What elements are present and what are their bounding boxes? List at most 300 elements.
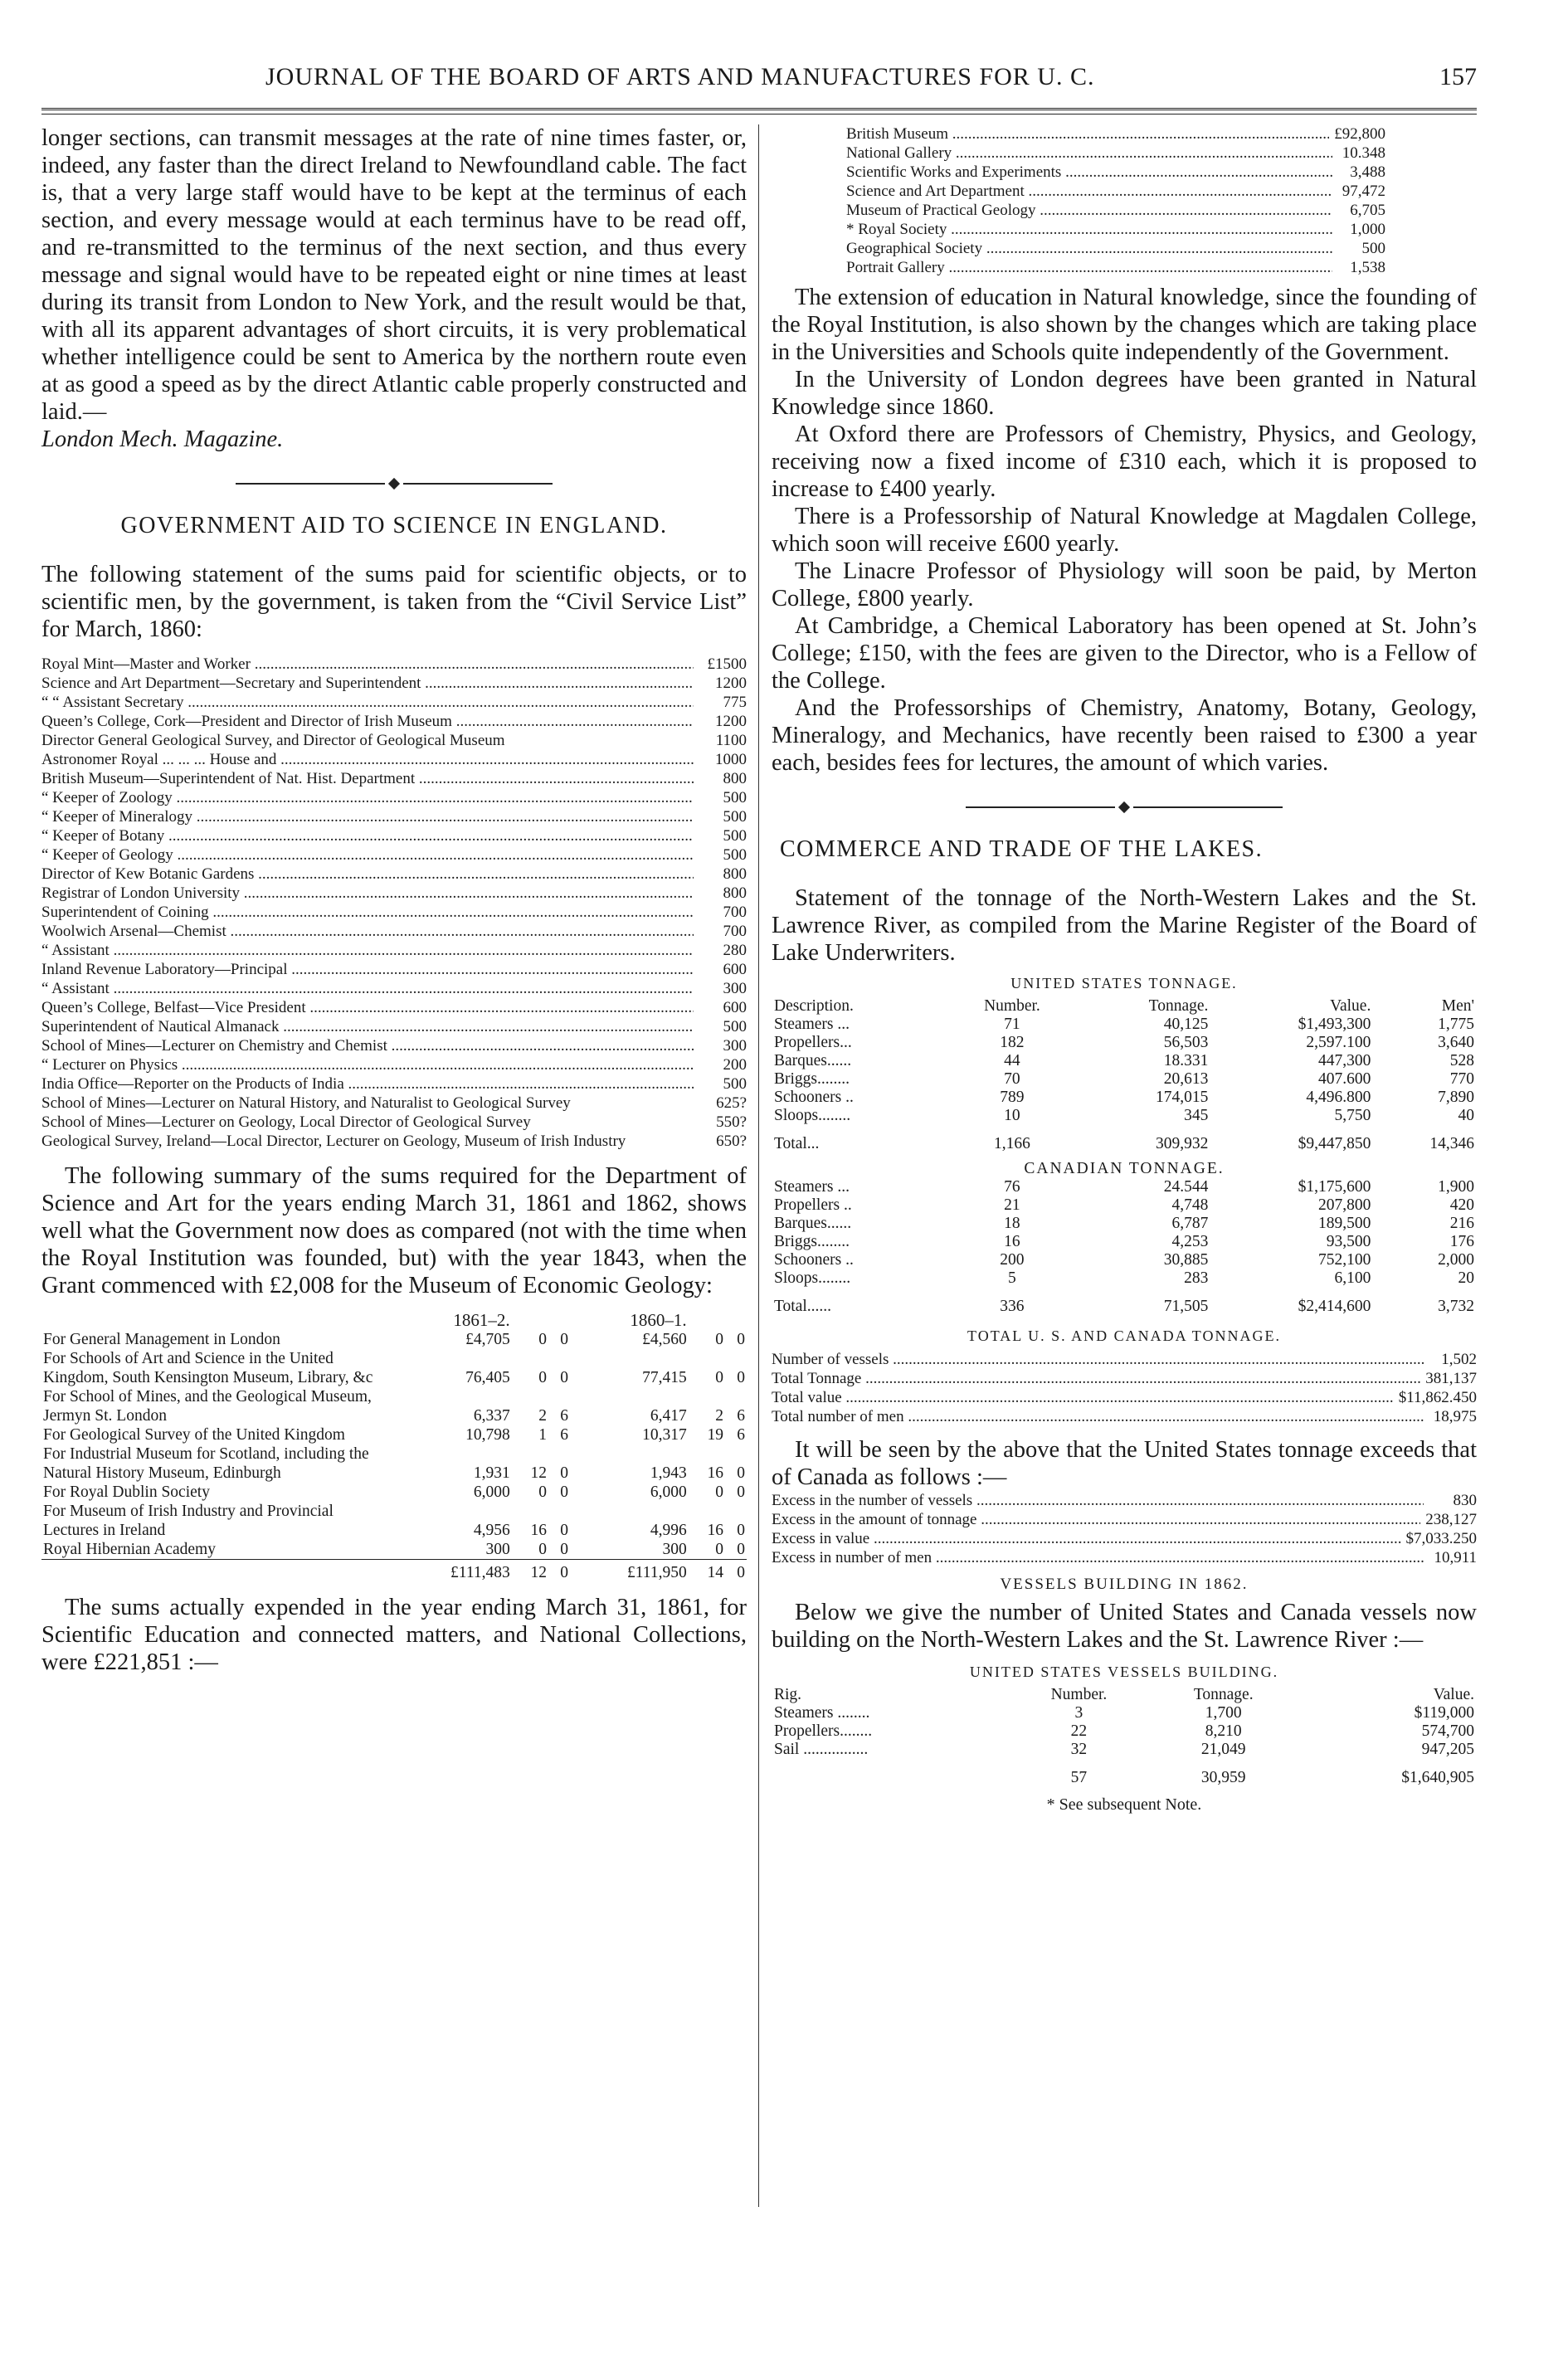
salary-row-value: 700 <box>723 904 747 921</box>
summary-1861-cell: 6 <box>560 1407 568 1425</box>
building-row-cell: 22 <box>1070 1722 1088 1740</box>
excess-row-value: $7,033.250 <box>1405 1530 1477 1547</box>
salary-row-label: “ Assistant ..... <box>41 941 694 960</box>
summary-1861-cell: 0 <box>560 1464 568 1482</box>
left-column <box>41 124 747 1676</box>
salary-row <box>41 845 747 865</box>
ca-tonnage-total-cell: 336 <box>1000 1298 1025 1315</box>
ca-tonnage-row-cell: 21 <box>1004 1196 1020 1214</box>
building-header <box>772 1686 1477 1704</box>
summary-row <box>41 1330 747 1349</box>
summary-1860-cell: 19 <box>707 1426 724 1444</box>
summary-row <box>41 1387 747 1425</box>
salary-row-value: 800 <box>723 865 747 883</box>
us-tonnage-row <box>772 1034 1477 1052</box>
total-row-label: Total number of men ..... <box>772 1407 1424 1426</box>
excess-row <box>772 1529 1477 1548</box>
ca-tonnage-row-cell: 6,787 <box>1171 1215 1209 1232</box>
total-row-value: $11,862.450 <box>1398 1389 1477 1406</box>
collection-row <box>846 124 1385 144</box>
us-tonnage-row-cell: Briggs........ <box>774 1070 850 1088</box>
summary-1860-cell: 300 <box>662 1541 687 1558</box>
ca-tonnage-row-cell: 93,500 <box>1326 1233 1371 1250</box>
summary-1861-cell: 6,000 <box>473 1483 510 1501</box>
us-tonnage-row <box>772 1070 1477 1089</box>
salary-row <box>41 693 747 712</box>
building-row-cell: 1,700 <box>1205 1704 1242 1722</box>
us-tonnage-row-cell: 44 <box>1004 1052 1020 1069</box>
summary-row <box>41 1540 747 1560</box>
excess-row-label: Excess in the number of vessels ..... <box>772 1491 1424 1510</box>
building-row-cell: 574,700 <box>1421 1722 1474 1740</box>
us-tonnage-row <box>772 1052 1477 1070</box>
header-rule <box>41 108 1477 114</box>
collection-row-label: British Museum ..... <box>846 124 1329 144</box>
summary-1860-cell: 2 <box>715 1407 724 1425</box>
collection-row-label: Science and Art Department ..... <box>846 182 1332 201</box>
total-row <box>772 1369 1477 1388</box>
canadian-tonnage-title: CANADIAN TONNAGE. <box>1024 1160 1225 1177</box>
salary-row-value: 600 <box>723 961 747 978</box>
collection-row-label: Scientific Works and Experiments ..... <box>846 163 1332 182</box>
summary-total-label <box>41 1560 393 1583</box>
us-tonnage-row <box>772 1089 1477 1107</box>
summary-row <box>41 1349 747 1387</box>
salary-row-label: Inland Revenue Laboratory—Principal ..... <box>41 960 694 979</box>
ca-tonnage-total-cell: 71,505 <box>1163 1298 1209 1315</box>
collection-row <box>846 220 1385 239</box>
total-row <box>772 1407 1477 1426</box>
ca-tonnage-row-cell: Briggs........ <box>774 1233 850 1250</box>
salary-row-label: Superintendent of Nautical Almanack ..... <box>41 1017 694 1036</box>
ca-tonnage-row-cell: 24.544 <box>1163 1178 1209 1196</box>
us-tonnage-row-cell: 174,015 <box>1156 1089 1209 1106</box>
total-row-value: 1,502 <box>1441 1351 1477 1368</box>
salary-row-value: 775 <box>723 694 747 711</box>
summary-1861-cell: 6 <box>560 1426 568 1444</box>
us-tonnage-row-cell: Steamers ... <box>774 1016 850 1033</box>
ca-tonnage-row-cell: 189,500 <box>1317 1215 1371 1232</box>
summary-1861-cell: 0 <box>538 1541 548 1558</box>
ca-tonnage-row-cell: 16 <box>1004 1233 1020 1250</box>
collection-row-label: Portrait Gallery ..... <box>846 258 1332 277</box>
collection-row-label: National Gallery ..... <box>846 144 1332 163</box>
us-tonnage-row <box>772 1016 1477 1034</box>
excess-row-label: Excess in value ..... <box>772 1529 1401 1548</box>
ca-tonnage-row-cell: 2,000 <box>1438 1251 1474 1269</box>
summary-1860-cell: 6,417 <box>650 1407 687 1425</box>
summary-total-1860: 0 <box>725 1560 747 1583</box>
salary-row <box>41 998 747 1017</box>
collection-row-value: 500 <box>1361 240 1385 257</box>
section-heading-science-aid: GOVERNMENT AID TO SCIENCE IN ENGLAND. <box>120 513 668 538</box>
section-ornament <box>41 471 747 493</box>
closing-paragraph: The sums actually expended in the year ending March 31, 1861, for Scientific Education and connected matters, and National Collections, were £221,851 :— <box>41 1595 747 1675</box>
statement-paragraph: The following statement of the sums paid for scientific objects, or to scientific men, by the government, is taken from the “Civil Service List” for March, 1860: <box>41 562 747 642</box>
education-paragraphs <box>772 284 1477 777</box>
salary-row-value: 1200 <box>715 713 747 730</box>
education-paragraph: The extension of education in Natural knowledge, since the founding of the Royal Institution, is also shown by the changes which are taking place in the Universities and Schools quite independently of the Government. <box>772 285 1477 365</box>
building-total-cell: 57 <box>1070 1769 1088 1786</box>
us-building-title: UNITED STATES VESSELS BUILDING. <box>969 1664 1279 1680</box>
salary-row <box>41 941 747 960</box>
summary-1861-cell: 0 <box>560 1522 568 1539</box>
ca-tonnage-row-cell: 6,100 <box>1334 1269 1371 1287</box>
ca-tonnage-row-cell: 30,885 <box>1163 1251 1209 1269</box>
excess-row-label: Excess in number of men ..... <box>772 1548 1424 1567</box>
collection-row-label: Geographical Society ..... <box>846 239 1332 258</box>
total-row <box>772 1388 1477 1407</box>
us-tonnage-row-cell: 70 <box>1004 1070 1020 1088</box>
building-total-blank <box>772 1759 1009 1787</box>
building-row-cell: 947,205 <box>1421 1741 1474 1758</box>
collection-row-value: 3,488 <box>1350 163 1385 181</box>
salary-row-value: 500 <box>723 1018 747 1035</box>
summary-1860-cell: 16 <box>707 1464 724 1482</box>
summary-1860-cell: 6,000 <box>650 1483 687 1501</box>
salary-row <box>41 769 747 788</box>
summary-total-1861: £111,483 <box>393 1560 512 1583</box>
tonnage-header-cell: Men' <box>1441 997 1474 1015</box>
us-tonnage-row-cell: 18.331 <box>1163 1052 1209 1069</box>
summary-1860-cell: 0 <box>737 1369 745 1386</box>
footnote: * See subsequent Note. <box>1046 1795 1202 1814</box>
excess-row-value: 830 <box>1453 1492 1477 1509</box>
building-row <box>772 1704 1477 1722</box>
salary-row <box>41 960 747 979</box>
salary-row-label: Woolwich Arsenal—Chemist ..... <box>41 922 694 941</box>
building-row-cell: 32 <box>1070 1741 1088 1758</box>
us-tonnage-row-cell: 7,890 <box>1438 1089 1474 1106</box>
summary-1861-cell: 0 <box>560 1331 568 1348</box>
salary-row-label: Astronomer Royal ... ... ... House and ..... <box>41 750 694 769</box>
tonnage-header-cell: Description. <box>774 997 854 1015</box>
education-paragraph: At Oxford there are Professors of Chemistry, Physics, and Geology, receiving now a fixed income of £310 each, which it is proposed to increase to £400 yearly. <box>772 421 1477 502</box>
summary-row <box>41 1444 747 1483</box>
salary-row-label: Geological Survey, Ireland—Local Director, Lecturer on Geology, Museum of Irish Industry <box>41 1133 626 1150</box>
ca-tonnage-row-cell: 200 <box>1000 1251 1025 1269</box>
salary-row <box>41 807 747 826</box>
salary-row-value: 200 <box>723 1056 747 1074</box>
salary-row-value: 280 <box>723 942 747 959</box>
summary-1861-cell: 1,931 <box>473 1464 510 1482</box>
salary-row-label: Superintendent of Coining ..... <box>41 903 694 922</box>
us-tonnage-row-cell: 1,775 <box>1438 1016 1474 1033</box>
us-tonnage-row-cell: Sloops........ <box>774 1107 851 1124</box>
salary-row-label: School of Mines—Lecturer on Chemistry and Chemist ..... <box>41 1036 694 1055</box>
salary-row <box>41 1036 747 1055</box>
lakes-intro: Statement of the tonnage of the North-Western Lakes and the St. Lawrence River, as compiled from the Marine Register of the Board of Lake Underwriters. <box>772 885 1477 966</box>
summary-1861-cell: 0 <box>560 1541 568 1558</box>
building-row-cell: Sail ................ <box>774 1741 869 1758</box>
us-tonnage-row-cell: 789 <box>1000 1089 1025 1106</box>
collection-row-label: * Royal Society ..... <box>846 220 1332 239</box>
salary-row-label: “ Keeper of Geology ..... <box>41 845 694 865</box>
ca-tonnage-row <box>772 1215 1477 1233</box>
vessels-building-title: VESSELS BUILDING IN 1862. <box>1000 1576 1249 1593</box>
salary-row-value: 300 <box>723 1037 747 1055</box>
section-heading-lakes: COMMERCE AND TRADE OF THE LAKES. <box>780 836 1264 862</box>
collection-row <box>846 258 1385 277</box>
ca-tonnage-row-cell: 76 <box>1004 1178 1020 1196</box>
col-header-1860: 1860–1. <box>630 1310 687 1330</box>
ca-tonnage-row-cell: 1,900 <box>1438 1178 1474 1196</box>
collection-row-value: 10.348 <box>1342 144 1385 162</box>
education-paragraph: In the University of London degrees have been granted in Natural Knowledge since 1860. <box>772 367 1477 420</box>
summary-1860-cell: 0 <box>715 1483 724 1501</box>
salary-row <box>41 731 747 750</box>
building-row-cell: 21,049 <box>1200 1741 1246 1758</box>
ca-tonnage-row-cell: 420 <box>1449 1196 1474 1214</box>
salary-row-label: “ Keeper of Mineralogy ..... <box>41 807 694 826</box>
salary-row-label: Royal Mint—Master and Worker ..... <box>41 655 694 674</box>
salary-row-label: India Office—Reporter on the Products of India ..... <box>41 1074 694 1094</box>
excess-row <box>772 1548 1477 1567</box>
salary-row-value: 500 <box>723 846 747 864</box>
salary-row-label: School of Mines—Lecturer on Geology, Local Director of Geological Survey <box>41 1113 531 1131</box>
ca-tonnage-total-cell: Total...... <box>774 1298 832 1315</box>
salary-row-label: Director General Geological Survey, and Director of Geological Museum <box>41 732 505 749</box>
tonnage-header-cell: Value. <box>1330 997 1371 1015</box>
salary-row-label: Queen’s College, Belfast—Vice President ..... <box>41 998 694 1017</box>
summary-1861-cell: 0 <box>538 1331 548 1348</box>
summary-1861-cell: 0 <box>560 1369 568 1386</box>
summary-1861-cell: 16 <box>530 1522 548 1539</box>
us-tonnage-row-cell: Schooners .. <box>774 1089 854 1106</box>
science-art-summary-table <box>41 1311 747 1582</box>
collection-row <box>846 239 1385 258</box>
total-tonnage-list <box>772 1350 1477 1426</box>
summary-label: For Geological Survey of the United Kingdom <box>43 1426 345 1444</box>
tonnage-header <box>772 997 1477 1016</box>
excess-row <box>772 1510 1477 1529</box>
salary-row-value: 800 <box>723 770 747 787</box>
journal-title: JOURNAL OF THE BOARD OF ARTS AND MANUFACTURES FOR U. C. <box>265 63 1095 90</box>
building-total-cell: 30,959 <box>1200 1769 1246 1786</box>
ca-tonnage-row-cell: Propellers .. <box>774 1196 852 1214</box>
salary-row <box>41 750 747 769</box>
summary-label: For Museum of Irish Industry and Provincial Lectures in Ireland <box>43 1503 334 1539</box>
salary-row <box>41 1113 747 1132</box>
summary-1860-cell: 0 <box>737 1483 745 1501</box>
collection-row <box>846 144 1385 163</box>
salary-row-value: 800 <box>723 884 747 902</box>
salary-row-label: “ “ Assistant Secretary ..... <box>41 693 694 712</box>
us-tonnage-row-cell: 345 <box>1184 1107 1209 1124</box>
tonnage-header-cell: Number. <box>984 997 1040 1015</box>
us-tonnage-total <box>772 1125 1477 1153</box>
building-header-cell: Number. <box>1050 1686 1108 1703</box>
salary-row-value: 500 <box>723 1075 747 1093</box>
total-tonnage-title: TOTAL U. S. AND CANADA TONNAGE. <box>967 1328 1281 1344</box>
salary-row-value: 500 <box>723 808 747 826</box>
collection-row-value: 1,000 <box>1350 221 1385 238</box>
salary-row <box>41 1074 747 1094</box>
building-row-cell: Steamers ........ <box>774 1704 870 1722</box>
salary-row <box>41 1017 747 1036</box>
summary-label: For School of Mines, and the Geological Museum, Jermyn St. London <box>43 1388 372 1425</box>
col-header-1861: 1861–2. <box>453 1310 510 1330</box>
tonnage-header-cell: Tonnage. <box>1148 997 1209 1015</box>
building-row-cell: 8,210 <box>1205 1722 1242 1740</box>
total-row-label: Total Tonnage ..... <box>772 1369 1420 1388</box>
collection-row <box>846 201 1385 220</box>
summary-total-1860: 14 <box>689 1560 725 1583</box>
salary-list <box>41 655 747 1151</box>
summary-1860-cell: £4,560 <box>642 1331 687 1348</box>
summary-row <box>41 1425 747 1444</box>
summary-row <box>41 1502 747 1540</box>
ca-tonnage-row-cell: Barques...... <box>774 1215 852 1232</box>
building-paragraph: Below we give the number of United States and Canada vessels now building on the North-Western Lakes and the St. Lawrence River :— <box>772 1600 1477 1653</box>
building-header-cell: Value. <box>1433 1686 1474 1703</box>
us-tonnage-row-cell: 4,496.800 <box>1306 1089 1371 1106</box>
salary-row <box>41 865 747 884</box>
summary-1861-cell: 0 <box>560 1483 568 1501</box>
summary-1860-cell: 0 <box>737 1464 745 1482</box>
salary-row <box>41 1055 747 1074</box>
summary-1861-cell: 12 <box>530 1464 548 1482</box>
summary-1861-cell: 4,956 <box>473 1522 510 1539</box>
salary-row-value: 300 <box>723 980 747 997</box>
building-total <box>772 1759 1477 1787</box>
us-tonnage-row-cell: Propellers... <box>774 1034 852 1051</box>
summary-total-row <box>41 1560 747 1583</box>
summary-label: For Industrial Museum for Scotland, including the Natural History Museum, Edinburgh <box>43 1445 369 1482</box>
summary-1860-cell: 6 <box>737 1407 745 1425</box>
salary-row <box>41 1094 747 1113</box>
excess-row-label: Excess in the amount of tonnage ..... <box>772 1510 1420 1529</box>
salary-row <box>41 712 747 731</box>
salary-row-label: Science and Art Department—Secretary and Superintendent ..... <box>41 674 694 693</box>
ca-tonnage-row-cell: Sloops........ <box>774 1269 851 1287</box>
us-tonnage-row-cell: 528 <box>1449 1052 1474 1069</box>
ca-tonnage-row-cell: 4,253 <box>1171 1233 1209 1250</box>
salary-row-label: “ Keeper of Zoology ..... <box>41 788 694 807</box>
ca-tonnage-row <box>772 1251 1477 1269</box>
us-tonnage-row-cell: 10 <box>1004 1107 1020 1124</box>
salary-row <box>41 655 747 674</box>
summary-label: For Schools of Art and Science in the United Kingdom, South Kensington Museum, Library, &c <box>43 1350 373 1386</box>
us-tonnage-row-cell: 2,597.100 <box>1306 1034 1371 1051</box>
summary-1861-cell: 6,337 <box>473 1407 510 1425</box>
ca-tonnage-row-cell: 216 <box>1449 1215 1474 1232</box>
salary-row <box>41 674 747 693</box>
education-paragraph: And the Professorships of Chemistry, Anatomy, Botany, Geology, Mineralogy, and Mechanics, have recently been raised to £300 a year each, besides fees for lectures, the amount of which varies. <box>772 695 1477 776</box>
education-paragraph: At Cambridge, a Chemical Laboratory has been opened at St. John’s College; £150, with the fees are given to the Director, who is a Fellow of the College. <box>772 613 1477 694</box>
building-header-cell: Tonnage. <box>1193 1686 1254 1703</box>
us-tonnage-row <box>772 1107 1477 1125</box>
excess-row-value: 10,911 <box>1434 1549 1477 1566</box>
us-tonnage-row-cell: 3,640 <box>1438 1034 1474 1051</box>
collection-row <box>846 163 1385 182</box>
summary-1861-cell: 300 <box>485 1541 510 1558</box>
building-total-cell: $1,640,905 <box>1401 1769 1474 1786</box>
ca-tonnage-total <box>772 1288 1477 1316</box>
summary-1860-cell: 0 <box>737 1522 745 1539</box>
salary-row-label: “ Assistant ..... <box>41 979 694 998</box>
ca-tonnage-row <box>772 1196 1477 1215</box>
salary-row-value: 1100 <box>715 732 747 749</box>
ca-tonnage-row-cell: Schooners .. <box>774 1251 854 1269</box>
education-paragraph: The Linacre Professor of Physiology will soon be paid, by Merton College, £800 yearly. <box>772 558 1477 611</box>
ca-tonnage-row-cell: 283 <box>1184 1269 1209 1287</box>
summary-label: For General Management in London <box>43 1331 280 1348</box>
total-row-label: Number of vessels ..... <box>772 1350 1424 1369</box>
ca-tonnage-row <box>772 1178 1477 1196</box>
salary-row-value: 600 <box>723 999 747 1016</box>
summary-total-1861: 12 <box>512 1560 548 1583</box>
us-tonnage-total-cell: 14,346 <box>1429 1135 1474 1152</box>
education-paragraph: There is a Professorship of Natural Knowledge at Magdalen College, which soon will receive £600 yearly. <box>772 504 1477 557</box>
canadian-title-row <box>772 1153 1477 1178</box>
salary-row <box>41 979 747 998</box>
excess-row-value: 238,127 <box>1425 1511 1477 1528</box>
summary-total-1860: £111,950 <box>570 1560 689 1583</box>
summary-1860-cell: 77,415 <box>642 1369 687 1386</box>
building-row <box>772 1722 1477 1741</box>
running-header <box>41 63 1477 113</box>
source-citation: London Mech. Magazine. <box>41 426 284 452</box>
total-row-label: Total value ..... <box>772 1388 1394 1407</box>
collections-list <box>772 124 1477 277</box>
summary-1861-cell: 76,405 <box>465 1369 510 1386</box>
us-tonnage-title: UNITED STATES TONNAGE. <box>1010 975 1238 991</box>
ca-tonnage-row-cell: 5 <box>1008 1269 1016 1287</box>
total-row <box>772 1350 1477 1369</box>
summary-1861-cell: 0 <box>538 1483 548 1501</box>
ca-tonnage-row-cell: 207,800 <box>1317 1196 1371 1214</box>
building-row <box>772 1741 1477 1759</box>
ca-tonnage-row-cell: 752,100 <box>1317 1251 1371 1269</box>
summary-total-1861: 0 <box>548 1560 570 1583</box>
summary-label: Royal Hibernian Academy <box>43 1541 216 1558</box>
summary-1861-cell: 0 <box>538 1369 548 1386</box>
summary-1861-cell: 2 <box>538 1407 548 1425</box>
summary-1860-cell: 0 <box>715 1331 724 1348</box>
us-tonnage-row-cell: 182 <box>1000 1034 1025 1051</box>
building-row-cell: 3 <box>1074 1704 1083 1722</box>
salary-row-value: 650? <box>716 1133 747 1150</box>
summary-label: For Royal Dublin Society <box>43 1483 210 1501</box>
ca-tonnage-row <box>772 1233 1477 1251</box>
salary-row-value: 500 <box>723 827 747 845</box>
us-tonnage-row-cell: 71 <box>1004 1016 1020 1033</box>
ca-tonnage-row-cell: 4,748 <box>1171 1196 1209 1214</box>
right-column <box>772 124 1477 1815</box>
salary-row <box>41 884 747 903</box>
summary-1860-cell: 0 <box>737 1331 745 1348</box>
us-tonnage-total-cell: 1,166 <box>993 1135 1030 1152</box>
us-tonnage-row-cell: 770 <box>1449 1070 1474 1088</box>
excess-row <box>772 1491 1477 1510</box>
building-row-cell: Propellers........ <box>774 1722 873 1740</box>
us-tonnage-row-cell: 20,613 <box>1163 1070 1209 1088</box>
section-ornament-2 <box>772 795 1477 816</box>
summary-1861-cell: £4,705 <box>465 1331 510 1348</box>
salary-row-value: 1200 <box>715 675 747 692</box>
salary-row-label: “ Lecturer on Physics ..... <box>41 1055 694 1074</box>
column-divider <box>758 124 759 2207</box>
collection-row-value: 6,705 <box>1350 202 1385 219</box>
us-tonnage-row-cell: Barques...... <box>774 1052 852 1069</box>
summary-1861-cell: 1 <box>538 1426 548 1444</box>
salary-row-label: Director of Kew Botanic Gardens ..... <box>41 865 694 884</box>
collection-row <box>846 182 1385 201</box>
us-tonnage-row-cell: 40,125 <box>1163 1016 1209 1033</box>
ca-tonnage-total-cell: $2,414,600 <box>1298 1298 1371 1315</box>
salary-row-value: 500 <box>723 789 747 806</box>
